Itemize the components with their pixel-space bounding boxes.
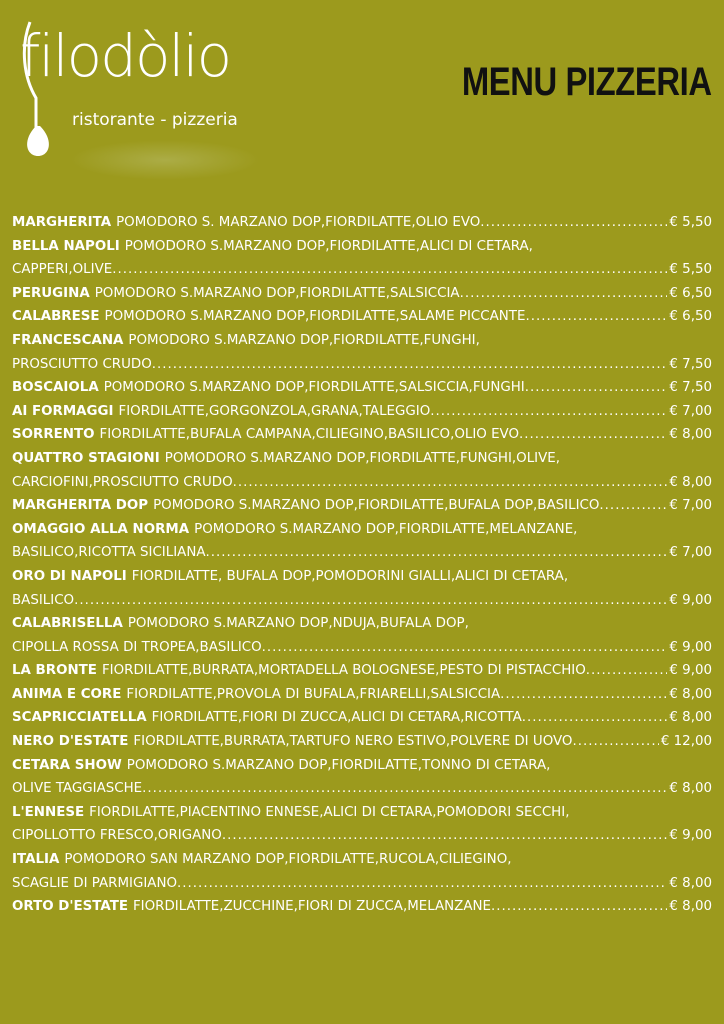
menu-item-price: € 8,00: [669, 427, 712, 443]
menu-item-dots: [460, 282, 668, 306]
menu-item-price: € 8,00: [669, 781, 712, 797]
menu-item: [12, 612, 712, 636]
menu-item-price: € 7,00: [669, 545, 712, 561]
menu-item-price: € 5,50: [669, 215, 712, 230]
menu-item-price: € 5,50: [669, 262, 712, 278]
menu-item-name: FRANCESCANA: [12, 332, 124, 348]
menu-item-dots: [206, 541, 668, 565]
menu-item-continuation: [12, 258, 712, 282]
menu-item-price: € 6,50: [669, 309, 712, 325]
menu-item-ingredients-cont: CIPOLLA ROSSA DI TROPEA,BASILICO: [12, 639, 262, 655]
menu-item-continuation: [12, 589, 712, 613]
menu-item-ingredients: FIORDILATTE,BURRATA,TARTUFO NERO ESTIVO,POLVERE DI UOVO: [133, 734, 573, 750]
menu-item: [12, 400, 712, 424]
logo-name: filodòlio: [20, 22, 231, 90]
menu-item-continuation: [12, 777, 712, 801]
menu-item-dots: [74, 589, 667, 613]
menu-item-name: ORO DI NAPOLI: [12, 568, 127, 584]
menu-item-ingredients-cont: CIPOLLOTTO FRESCO,ORIGANO: [12, 828, 222, 844]
menu-item-ingredients: FIORDILATTE,ZUCCHINE,FIORI DI ZUCCA,MELANZANE: [132, 899, 491, 915]
menu-item-dots: [177, 872, 667, 896]
menu-item-price: € 8,00: [669, 875, 712, 891]
menu-item-name: BELLA NAPOLI: [12, 238, 120, 254]
menu-item-ingredients: POMODORO S.MARZANO DOP,FIORDILATTE,FUNGHI,OLIVE,: [164, 450, 560, 466]
menu-item-price: € 7,50: [669, 356, 712, 372]
menu-item: [12, 659, 712, 683]
menu-item-ingredients: FIORDILATTE,BURRATA,MORTADELLA BOLOGNESE,PESTO DI PISTACCHIO: [101, 663, 586, 679]
menu-item-name: MARGHERITA: [12, 215, 112, 230]
menu-item-dots: [430, 400, 667, 424]
menu-item-dots: [152, 353, 668, 377]
menu-item-dots: [480, 211, 667, 235]
menu-item-dots: [233, 471, 668, 495]
menu-item-dots: [522, 706, 668, 730]
menu-item-price: € 9,00: [669, 828, 712, 844]
menu-item: [12, 494, 712, 518]
menu-item-name: BOSCAIOLA: [12, 380, 99, 396]
menu-item-ingredients: FIORDILATTE,PROVOLA DI BUFALA,FRIARELLI,SALSICCIA: [126, 686, 501, 702]
menu-item-name: LA BRONTE: [12, 663, 97, 679]
menu-item: [12, 447, 712, 471]
menu-item-name: NERO D'ESTATE: [12, 734, 129, 750]
menu-item-price: € 7,00: [669, 403, 712, 419]
menu-item-price: € 9,00: [669, 592, 712, 608]
menu-item-dots: [262, 636, 668, 660]
menu-item: [12, 329, 712, 353]
menu-item-name: QUATTRO STAGIONI: [12, 450, 160, 466]
logo-subtitle: ristorante - pizzeria: [72, 110, 238, 130]
menu-item-ingredients: FIORDILATTE,PIACENTINO ENNESE,ALICI DI CETARA,POMODORI SECCHI,: [89, 804, 570, 820]
menu-item-price: € 8,00: [669, 710, 712, 726]
menu-item-ingredients: FIORDILATTE,FIORI DI ZUCCA,ALICI DI CETARA,RICOTTA: [151, 710, 522, 726]
menu-item-ingredients-cont: CAPPERI,OLIVE: [12, 262, 113, 278]
menu-item-name: ITALIA: [12, 852, 60, 868]
menu-item-dots: [222, 824, 668, 848]
menu-item: [12, 730, 712, 754]
menu-item-continuation: [12, 872, 712, 896]
menu-item-name: CETARA SHOW: [12, 757, 122, 773]
menu-item-dots: [586, 659, 668, 683]
menu-item-continuation: [12, 541, 712, 565]
menu-item: [12, 565, 712, 589]
menu-item-ingredients-cont: PROSCIUTTO CRUDO: [12, 356, 152, 372]
menu-item-ingredients-cont: OLIVE TAGGIASCHE: [12, 781, 143, 797]
menu-item-continuation: [12, 471, 712, 495]
menu-item-ingredients: FIORDILATTE,GORGONZOLA,GRANA,TALEGGIO: [118, 403, 431, 419]
menu-item-ingredients-cont: SCAGLIE DI PARMIGIANO: [12, 875, 178, 891]
menu-item-price: € 9,00: [669, 639, 712, 655]
logo-shadow: [70, 140, 260, 180]
menu-item-ingredients: POMODORO S.MARZANO DOP,FIORDILATTE,FUNGHI,: [128, 332, 480, 348]
menu-item-price: € 9,00: [669, 663, 712, 679]
menu-item-ingredients: POMODORO S.MARZANO DOP,FIORDILATTE,SALAME PICCANTE: [104, 309, 526, 325]
menu-item-ingredients: POMODORO S. MARZANO DOP,FIORDILATTE,OLIO EVO: [116, 215, 481, 230]
menu-list: [12, 211, 712, 919]
menu-item: [12, 801, 712, 825]
menu-item-name: SCAPRICCIATELLA: [12, 710, 147, 726]
logo: [14, 6, 264, 156]
menu-item-continuation: [12, 824, 712, 848]
menu-item: [12, 706, 712, 730]
menu-item-dots: [500, 683, 667, 707]
menu-item: [12, 305, 712, 329]
menu-item-dots: [572, 730, 658, 754]
menu-item-ingredients: FIORDILATTE, BUFALA DOP,POMODORINI GIALLI,ALICI DI CETARA,: [131, 568, 569, 584]
menu-item-name: CALABRISELLA: [12, 616, 123, 632]
menu-item-ingredients: POMODORO S.MARZANO DOP,FIORDILATTE,MELANZANE,: [194, 521, 578, 537]
menu-item-name: SORRENTO: [12, 427, 95, 443]
menu-item-ingredients-cont: CARCIOFINI,PROSCIUTTO CRUDO: [12, 474, 233, 490]
menu-item-name: L'ENNESE: [12, 804, 85, 820]
menu-item-continuation: [12, 353, 712, 377]
menu-item-ingredients-cont: BASILICO: [12, 592, 75, 608]
menu-item: [12, 235, 712, 259]
menu-item-continuation: [12, 636, 712, 660]
menu-item-name: ANIMA E CORE: [12, 686, 122, 702]
menu-item-ingredients: POMODORO SAN MARZANO DOP,FIORDILATTE,RUCOLA,CILIEGINO,: [64, 852, 512, 868]
menu-item-name: CALABRESE: [12, 309, 100, 325]
menu-item: [12, 282, 712, 306]
menu-item-price: € 7,00: [669, 498, 712, 514]
menu-item-ingredients: POMODORO S.MARZANO DOP,FIORDILATTE,SALSICCIA,FUNGHI: [103, 380, 525, 396]
menu-item-ingredients: POMODORO S.MARZANO DOP,NDUJA,BUFALA DOP,: [127, 616, 469, 632]
menu-item: [12, 754, 712, 778]
menu-item-dots: [525, 376, 668, 400]
menu-item-price: € 8,00: [669, 686, 712, 702]
menu-item-name: OMAGGIO ALLA NORMA: [12, 521, 190, 537]
menu-item: [12, 895, 712, 919]
menu-item-dots: [142, 777, 667, 801]
menu-item-dots: [599, 494, 667, 518]
menu-item: [12, 211, 712, 235]
menu-item: [12, 376, 712, 400]
menu-item: [12, 518, 712, 542]
menu-item-price: € 8,00: [669, 899, 712, 915]
menu-item-price: € 6,50: [669, 285, 712, 301]
menu-item: [12, 848, 712, 872]
menu-item-price: € 7,50: [669, 380, 712, 396]
menu-item-price: € 8,00: [669, 474, 712, 490]
menu-item-ingredients-cont: BASILICO,RICOTTA SICILIANA: [12, 545, 206, 561]
menu-item-ingredients: FIORDILATTE,BUFALA CAMPANA,CILIEGINO,BASILICO,OLIO EVO: [99, 427, 520, 443]
menu-item: [12, 683, 712, 707]
menu-item-price: € 12,00: [660, 734, 712, 750]
menu-item-dots: [491, 895, 667, 919]
menu-item-name: PERUGINA: [12, 285, 90, 301]
menu-item-dots: [525, 305, 667, 329]
menu-item-ingredients: POMODORO S.MARZANO DOP,FIORDILATTE,ALICI DI CETARA,: [124, 238, 533, 254]
menu-item: [12, 423, 712, 447]
menu-item-name: AI FORMAGGI: [12, 403, 114, 419]
menu-item-name: MARGHERITA DOP: [12, 498, 149, 514]
menu-item-dots: [112, 258, 667, 282]
menu-item-ingredients: POMODORO S.MARZANO DOP,FIORDILATTE,SALSICCIA: [94, 285, 460, 301]
page-title: MENU PIZZERIA: [462, 60, 712, 104]
menu-item-ingredients: POMODORO S.MARZANO DOP,FIORDILATTE,TONNO DI CETARA,: [126, 757, 551, 773]
menu-item-name: ORTO D'ESTATE: [12, 899, 128, 915]
menu-item-ingredients: POMODORO S.MARZANO DOP,FIORDILATTE,BUFALA DOP,BASILICO: [153, 498, 600, 514]
menu-item-dots: [519, 423, 667, 447]
